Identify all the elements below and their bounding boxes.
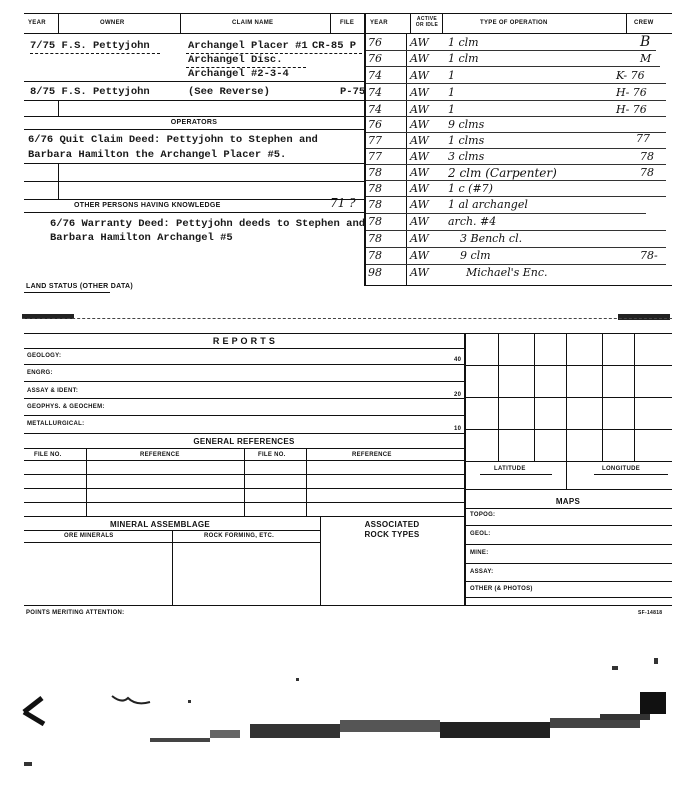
activity-operation: arch. #4 (448, 215, 497, 228)
maps-title: MAPS (555, 497, 581, 506)
activity-status: AW (410, 36, 429, 49)
activity-year: 78 (368, 182, 382, 195)
activity-year: 76 (368, 52, 382, 65)
activity-operation: 1 (448, 69, 455, 82)
activity-crew: M (640, 52, 652, 65)
maps-topog: TOPOG: (470, 512, 496, 518)
activity-status: AW (410, 69, 429, 82)
associated-line-1: ASSOCIATED (364, 520, 420, 529)
owner-entry-1: 7/75 F.S. Pettyjohn (30, 40, 150, 52)
ref-col-file-no-1: FILE NO. (34, 452, 62, 458)
other-persons-line-2: Barbara Hamilton Archangel #5 (50, 232, 233, 244)
activity-status: AW (410, 166, 429, 179)
activity-year: 78 (368, 166, 382, 179)
longitude-label: LONGITUDE (602, 466, 641, 472)
activity-status: AW (410, 150, 429, 163)
activity-crew: 78- (640, 249, 658, 262)
report-label: ASSAY & IDENT: (27, 388, 79, 394)
activity-operation: 1 c (#7) (448, 182, 493, 195)
maps-mine: MINE: (470, 550, 489, 556)
activity-status: AW (410, 198, 429, 211)
file-1: CR-85 P (312, 40, 357, 52)
report-label: GEOPHYS. & GEOCHEM: (27, 404, 105, 410)
report-label: ENGRG: (27, 370, 53, 376)
activity-status: AW (410, 118, 429, 131)
activity-crew: 78 (640, 150, 654, 163)
header-owner: OWNER (100, 20, 125, 26)
ref-col-reference-2: REFERENCE (352, 452, 392, 458)
associated-line-2: ROCK TYPES (364, 530, 420, 539)
activity-year: 77 (368, 134, 382, 147)
activity-operation: 1 clm (448, 36, 479, 49)
activity-operation: 1 (448, 103, 455, 116)
activity-status: AW (410, 134, 429, 147)
activity-year: 98 (368, 266, 382, 279)
header-year: YEAR (28, 20, 46, 26)
report-number: 40 (454, 357, 462, 363)
activity-crew: H- 76 (616, 103, 647, 116)
activity-operation: Michael's Enc. (466, 266, 548, 279)
ore-minerals-label: ORE MINERALS (64, 533, 114, 539)
header-year2: YEAR (370, 20, 388, 26)
latitude-label: LATITUDE (494, 466, 526, 472)
activity-operation: 3 Bench cl. (460, 232, 523, 245)
report-label: GEOLOGY: (27, 353, 62, 359)
activity-operation: 9 clms (448, 118, 485, 131)
report-number: 20 (454, 392, 462, 398)
activity-operation: 1 clm (448, 52, 479, 65)
activity-year: 78 (368, 232, 382, 245)
operators-title: OPERATORS (170, 119, 218, 126)
activity-crew: K- 76 (616, 69, 645, 82)
maps-assay: ASSAY: (470, 569, 494, 575)
activity-crew: B (640, 34, 651, 50)
activity-year: 78 (368, 198, 382, 211)
points-meriting-attention: POINTS MERITING ATTENTION: (26, 610, 125, 616)
header-crew: CREW (634, 20, 654, 26)
claim-1b: Archangel Disc. (188, 54, 283, 66)
activity-year: 76 (368, 36, 382, 49)
report-number: 10 (454, 426, 462, 432)
activity-operation: 3 clms (448, 150, 485, 163)
activity-year: 78 (368, 249, 382, 262)
reports-title: R E P O R T S (212, 336, 276, 346)
general-references-title: GENERAL REFERENCES (193, 437, 295, 446)
activity-crew: H- 76 (616, 86, 647, 99)
other-persons-mark: 71 ? (330, 196, 356, 210)
operators-line-1: 6/76 Quit Claim Deed: Pettyjohn to Stephen and (28, 134, 318, 146)
maps-geol: GEOL: (470, 531, 491, 537)
activity-operation: 1 (448, 86, 455, 99)
activity-year: 74 (368, 69, 382, 82)
owner-entry-2: 8/75 F.S. Pettyjohn (30, 86, 150, 98)
activity-crew: 77 (636, 132, 650, 145)
header-type-of-operation: TYPE OF OPERATION (480, 20, 548, 26)
land-status-title: LAND STATUS (OTHER DATA) (26, 283, 134, 290)
activity-year: 76 (368, 118, 382, 131)
header-file: FILE (340, 20, 355, 26)
activity-year: 77 (368, 150, 382, 163)
activity-status: AW (410, 266, 429, 279)
activity-status: AW (410, 249, 429, 262)
activity-operation: 9 clm (460, 249, 491, 262)
activity-operation: 1 clms (448, 134, 485, 147)
other-persons-title: OTHER PERSONS HAVING KNOWLEDGE (74, 202, 221, 209)
activity-status: AW (410, 182, 429, 195)
activity-crew: 78 (640, 166, 654, 179)
form-id: SF-14818 (638, 610, 663, 616)
activity-status: AW (410, 52, 429, 65)
claim-1a: Archangel Placer #1 (188, 40, 308, 52)
ref-col-reference-1: REFERENCE (140, 452, 180, 458)
activity-year: 74 (368, 86, 382, 99)
activity-status: AW (410, 103, 429, 116)
operators-line-2: Barbara Hamilton the Archangel Placer #5. (28, 149, 287, 161)
claim-2a: (See Reverse) (188, 86, 270, 98)
rock-forming-label: ROCK FORMING, ETC. (204, 533, 275, 539)
activity-status: AW (410, 86, 429, 99)
header-claim-name: CLAIM NAME (232, 20, 274, 26)
activity-status: AW (410, 232, 429, 245)
report-label: METALLURGICAL: (27, 421, 85, 427)
activity-year: 74 (368, 103, 382, 116)
activity-status: AW (410, 215, 429, 228)
header-active-idle: ACTIVE OR IDLE (415, 16, 439, 28)
activity-year: 78 (368, 215, 382, 228)
claim-1c: Archangel #2-3-4 (188, 68, 289, 80)
maps-other: OTHER (& PHOTOS) (470, 586, 533, 592)
other-persons-line-1: 6/76 Warranty Deed: Pettyjohn deeds to Stephen and (50, 218, 366, 230)
activity-operation: 2 clm (Carpenter) (448, 166, 557, 180)
activity-operation: 1 al archangel (448, 198, 528, 211)
mineral-assemblage-title: MINERAL ASSEMBLAGE (110, 520, 211, 529)
ref-col-file-no-2: FILE NO. (258, 452, 286, 458)
scan-noise (0, 650, 678, 812)
file-2: P-75 (340, 86, 366, 98)
